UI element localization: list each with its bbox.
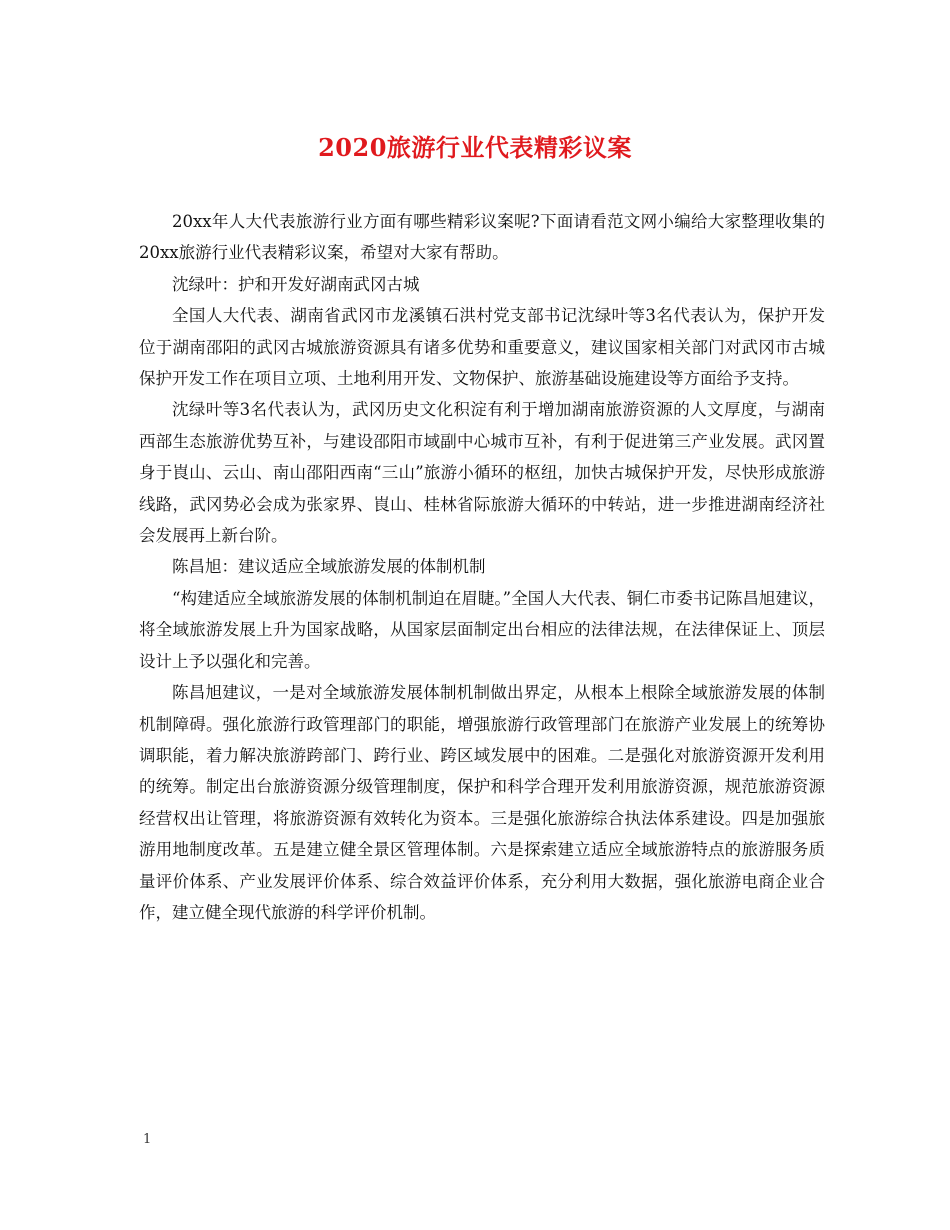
section-heading-shen: 沈绿叶：护和开发好湖南武冈古城 <box>172 274 420 294</box>
body-paragraph: “构建适应全域旅游发展的体制机制迫在眉睫。”全国人大代表、铜仁市委书记陈昌旭建议，将全域旅游发展上升为国家战略，从国家层面制定出台相应的法律法规，在法律保证上、顶层设计上予以强化和完善。 <box>139 588 825 671</box>
body-paragraph: 沈绿叶等3名代表认为，武冈历史文化积淀有利于增加湖南旅游资源的人文厚度，与湖南西部生态旅游优势互补，与建设邵阳市域副中心城市互补，有利于促进第三产业发展。武冈置身于崀山、云山、南山邵阳西南“三山”旅游小循环的枢纽，加快古城保护开发，尽快形成旅游线路，武冈势必会成为张家界、崀山、桂林省际旅游大循环的中转站，进一步推进湖南经济社会发展再上新台阶。 <box>139 400 825 546</box>
document-title: 2020旅游行业代表精彩议案 <box>318 133 632 162</box>
page-number: 1 <box>143 1132 152 1147</box>
body-paragraph: 陈昌旭建议，一是对全域旅游发展体制机制做出界定，从根本上根除全域旅游发展的体制机制障碍。强化旅游行政管理部门的职能，增强旅游行政管理部门在旅游产业发展上的统筹协调职能，着力解决旅游跨部门、跨行业、跨区域发展中的困难。二是强化对旅游资源开发利用的统筹。制定出台旅游资源分级管理制度，保护和科学合理开发利用旅游资源，规范旅游资源经营权出让管理，将旅游资源有效转化为资本。三是强化旅游综合执法体系建设。四是加强旅游用地制度改革。五是建立健全景区管理体制。六是探索建立适应全域旅游特点的旅游服务质量评价体系、产业发展评价体系、综合效益评价体系，充分利用大数据，强化旅游电商企业合作，建立健全现代旅游的科学评价机制。 <box>139 683 825 922</box>
document-body <box>139 206 825 928</box>
intro-paragraph: 20xx年人大代表旅游行业方面有哪些精彩议案呢?下面请看范文网小编给大家整理收集的20xx旅游行业代表精彩议案，希望对大家有帮助。 <box>139 212 825 263</box>
section-heading-chen: 陈昌旭：建议适应全域旅游发展的体制机制 <box>172 557 486 577</box>
body-paragraph: 全国人大代表、湖南省武冈市龙溪镇石洪村党支部书记沈绿叶等3名代表认为，保护开发位于湖南邵阳的武冈古城旅游资源具有诸多优势和重要意义，建议国家相关部门对武冈市古城保护开发工作在项目立项、土地利用开发、文物保护、旅游基础设施建设等方面给予支持。 <box>139 306 825 389</box>
